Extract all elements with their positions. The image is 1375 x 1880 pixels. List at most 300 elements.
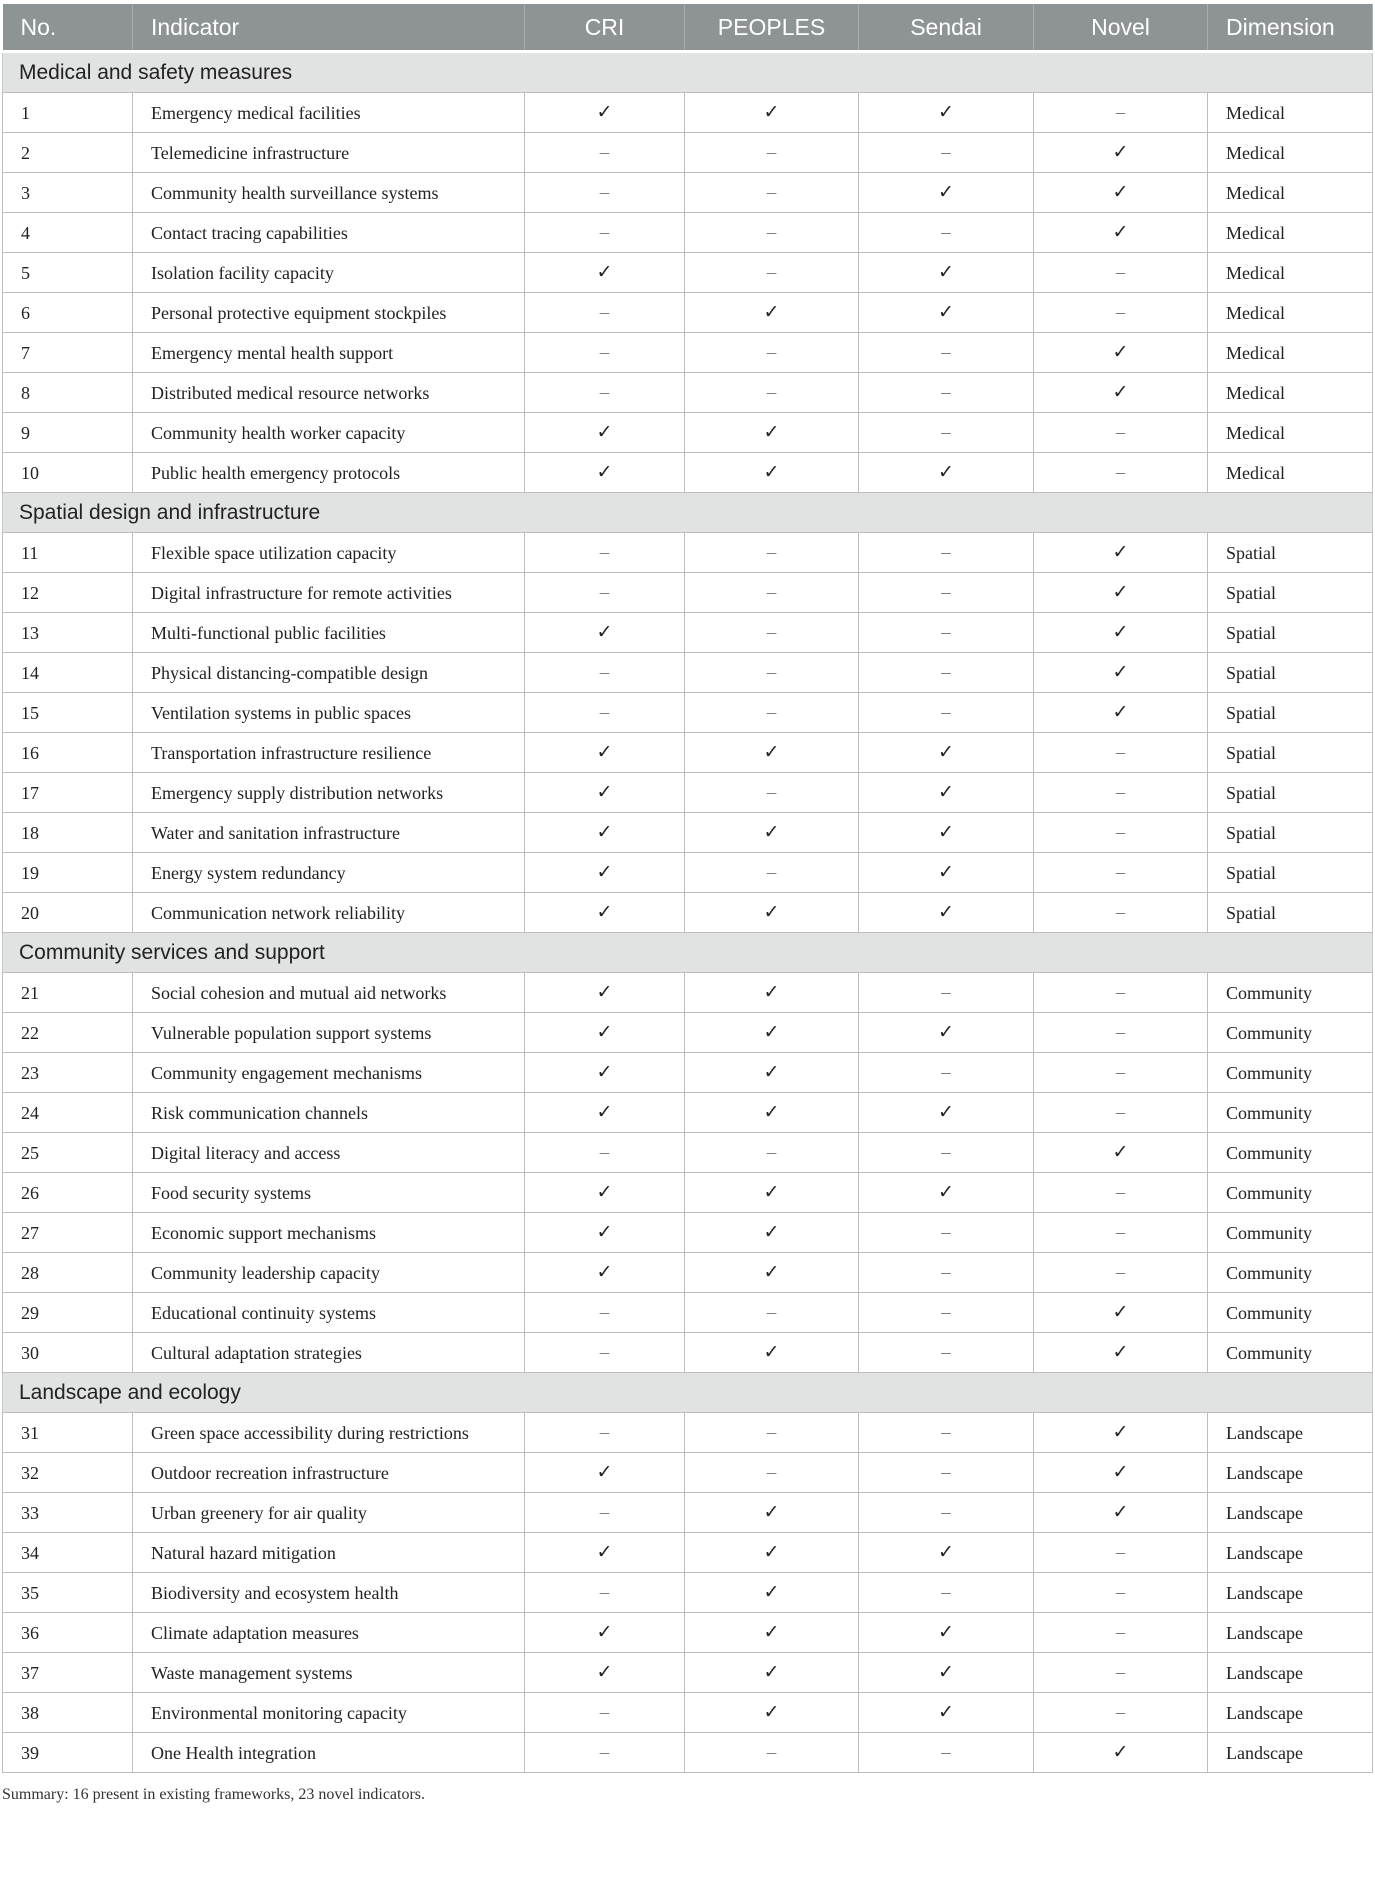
cell-novel: ✓ <box>1034 133 1208 173</box>
cell-no: 8 <box>3 373 133 413</box>
cell-cri: ✓ <box>525 1213 685 1253</box>
cell-dimension: Spatial <box>1208 533 1373 573</box>
table-row <box>3 1493 1373 1533</box>
cell-cri: ✓ <box>525 773 685 813</box>
cell-dimension: Community <box>1208 1253 1373 1293</box>
header-cri: CRI <box>525 4 685 52</box>
cell-no: 23 <box>3 1053 133 1093</box>
cell-sendai: – <box>859 1733 1034 1773</box>
cell-no: 12 <box>3 573 133 613</box>
cell-cri: ✓ <box>525 1253 685 1293</box>
cell-indicator: Cultural adaptation strategies <box>133 1333 525 1373</box>
cell-indicator: Community health surveillance systems <box>133 173 525 213</box>
cell-no: 2 <box>3 133 133 173</box>
cell-novel: ✓ <box>1034 1453 1208 1493</box>
cell-dimension: Medical <box>1208 213 1373 253</box>
cell-cri: – <box>525 1413 685 1453</box>
cell-no: 20 <box>3 893 133 933</box>
cell-cri: – <box>525 1333 685 1373</box>
cell-sendai: – <box>859 373 1034 413</box>
cell-cri: ✓ <box>525 1093 685 1133</box>
cell-sendai: – <box>859 1253 1034 1293</box>
cell-novel: – <box>1034 1013 1208 1053</box>
cell-novel: ✓ <box>1034 693 1208 733</box>
cell-indicator: Outdoor recreation infrastructure <box>133 1453 525 1493</box>
cell-indicator: Transportation infrastructure resilience <box>133 733 525 773</box>
cell-no: 33 <box>3 1493 133 1533</box>
header-no: No. <box>3 4 133 52</box>
cell-sendai: ✓ <box>859 1013 1034 1053</box>
cell-novel: ✓ <box>1034 573 1208 613</box>
cell-peoples: – <box>685 1453 859 1493</box>
cell-indicator: Telemedicine infrastructure <box>133 133 525 173</box>
cell-dimension: Landscape <box>1208 1733 1373 1773</box>
cell-peoples: – <box>685 1293 859 1333</box>
cell-sendai: ✓ <box>859 1533 1034 1573</box>
table-row <box>3 213 1373 253</box>
cell-peoples: – <box>685 1733 859 1773</box>
cell-novel: ✓ <box>1034 613 1208 653</box>
cell-peoples: – <box>685 1133 859 1173</box>
cell-peoples: – <box>685 533 859 573</box>
cell-indicator: Distributed medical resource networks <box>133 373 525 413</box>
cell-dimension: Spatial <box>1208 893 1373 933</box>
table-row <box>3 453 1373 493</box>
cell-indicator: Biodiversity and ecosystem health <box>133 1573 525 1613</box>
cell-novel: – <box>1034 1173 1208 1213</box>
table-row <box>3 1453 1373 1493</box>
cell-sendai: – <box>859 1573 1034 1613</box>
cell-sendai: – <box>859 1333 1034 1373</box>
table-row <box>3 1013 1373 1053</box>
table-row <box>3 1253 1373 1293</box>
cell-dimension: Medical <box>1208 253 1373 293</box>
cell-indicator: Multi-functional public facilities <box>133 613 525 653</box>
table-row <box>3 1173 1373 1213</box>
cell-sendai: – <box>859 1213 1034 1253</box>
cell-no: 27 <box>3 1213 133 1253</box>
cell-sendai: ✓ <box>859 853 1034 893</box>
cell-novel: – <box>1034 1693 1208 1733</box>
cell-cri: ✓ <box>525 733 685 773</box>
table-row <box>3 133 1373 173</box>
cell-cri: ✓ <box>525 1173 685 1213</box>
cell-dimension: Spatial <box>1208 573 1373 613</box>
header-indicator: Indicator <box>133 4 525 52</box>
table-row <box>3 613 1373 653</box>
cell-dimension: Landscape <box>1208 1613 1373 1653</box>
cell-dimension: Medical <box>1208 93 1373 133</box>
cell-cri: – <box>525 373 685 413</box>
cell-dimension: Medical <box>1208 133 1373 173</box>
cell-indicator: Energy system redundancy <box>133 853 525 893</box>
cell-cri: ✓ <box>525 853 685 893</box>
table-row <box>3 93 1373 133</box>
cell-peoples: ✓ <box>685 1093 859 1133</box>
cell-no: 13 <box>3 613 133 653</box>
cell-peoples: – <box>685 573 859 613</box>
cell-dimension: Landscape <box>1208 1413 1373 1453</box>
cell-peoples: ✓ <box>685 1613 859 1653</box>
cell-novel: ✓ <box>1034 1493 1208 1533</box>
cell-sendai: – <box>859 973 1034 1013</box>
cell-cri: ✓ <box>525 1533 685 1573</box>
cell-peoples: – <box>685 133 859 173</box>
cell-sendai: – <box>859 573 1034 613</box>
cell-indicator: Waste management systems <box>133 1653 525 1693</box>
cell-peoples: – <box>685 1413 859 1453</box>
cell-cri: ✓ <box>525 613 685 653</box>
cell-dimension: Spatial <box>1208 613 1373 653</box>
table-header-row <box>3 4 1373 52</box>
cell-no: 34 <box>3 1533 133 1573</box>
cell-dimension: Community <box>1208 1013 1373 1053</box>
cell-peoples: – <box>685 653 859 693</box>
table-row <box>3 333 1373 373</box>
cell-no: 36 <box>3 1613 133 1653</box>
cell-cri: – <box>525 1493 685 1533</box>
cell-no: 26 <box>3 1173 133 1213</box>
cell-no: 16 <box>3 733 133 773</box>
cell-dimension: Community <box>1208 1293 1373 1333</box>
cell-indicator: Climate adaptation measures <box>133 1613 525 1653</box>
table-row <box>3 893 1373 933</box>
cell-cri: ✓ <box>525 813 685 853</box>
cell-dimension: Landscape <box>1208 1693 1373 1733</box>
table-row <box>3 1053 1373 1093</box>
cell-no: 32 <box>3 1453 133 1493</box>
cell-no: 30 <box>3 1333 133 1373</box>
cell-sendai: ✓ <box>859 453 1034 493</box>
cell-cri: ✓ <box>525 1653 685 1693</box>
cell-dimension: Community <box>1208 1053 1373 1093</box>
table-row <box>3 1693 1373 1733</box>
cell-dimension: Medical <box>1208 453 1373 493</box>
cell-cri: ✓ <box>525 453 685 493</box>
cell-indicator: Isolation facility capacity <box>133 253 525 293</box>
cell-indicator: Educational continuity systems <box>133 1293 525 1333</box>
cell-indicator: Community health worker capacity <box>133 413 525 453</box>
cell-indicator: Community leadership capacity <box>133 1253 525 1293</box>
cell-dimension: Community <box>1208 973 1373 1013</box>
cell-dimension: Community <box>1208 1333 1373 1373</box>
cell-novel: – <box>1034 253 1208 293</box>
cell-novel: – <box>1034 1093 1208 1133</box>
cell-novel: ✓ <box>1034 533 1208 573</box>
section-header-row <box>3 493 1373 533</box>
cell-indicator: Environmental monitoring capacity <box>133 1693 525 1733</box>
cell-indicator: Flexible space utilization capacity <box>133 533 525 573</box>
cell-dimension: Landscape <box>1208 1453 1373 1493</box>
cell-dimension: Landscape <box>1208 1573 1373 1613</box>
cell-sendai: ✓ <box>859 1693 1034 1733</box>
cell-indicator: Personal protective equipment stockpiles <box>133 293 525 333</box>
cell-sendai: – <box>859 1053 1034 1093</box>
cell-sendai: ✓ <box>859 293 1034 333</box>
cell-novel: – <box>1034 453 1208 493</box>
cell-no: 4 <box>3 213 133 253</box>
cell-novel: – <box>1034 293 1208 333</box>
indicator-table <box>2 4 1373 1773</box>
cell-novel: – <box>1034 1213 1208 1253</box>
cell-sendai: ✓ <box>859 893 1034 933</box>
cell-no: 18 <box>3 813 133 853</box>
cell-novel: ✓ <box>1034 1733 1208 1773</box>
table-row <box>3 1293 1373 1333</box>
cell-cri: – <box>525 693 685 733</box>
cell-cri: ✓ <box>525 93 685 133</box>
cell-dimension: Landscape <box>1208 1533 1373 1573</box>
table-row <box>3 1093 1373 1133</box>
cell-cri: – <box>525 333 685 373</box>
cell-indicator: Vulnerable population support systems <box>133 1013 525 1053</box>
cell-dimension: Community <box>1208 1093 1373 1133</box>
cell-no: 15 <box>3 693 133 733</box>
cell-sendai: ✓ <box>859 1093 1034 1133</box>
cell-dimension: Medical <box>1208 173 1373 213</box>
cell-no: 31 <box>3 1413 133 1453</box>
cell-no: 19 <box>3 853 133 893</box>
table-row <box>3 253 1373 293</box>
cell-cri: – <box>525 1573 685 1613</box>
cell-sendai: ✓ <box>859 733 1034 773</box>
cell-novel: ✓ <box>1034 173 1208 213</box>
cell-dimension: Medical <box>1208 333 1373 373</box>
cell-peoples: ✓ <box>685 1573 859 1613</box>
cell-indicator: Natural hazard mitigation <box>133 1533 525 1573</box>
cell-novel: ✓ <box>1034 1133 1208 1173</box>
cell-indicator: One Health integration <box>133 1733 525 1773</box>
cell-sendai: – <box>859 1413 1034 1453</box>
cell-cri: – <box>525 653 685 693</box>
cell-indicator: Food security systems <box>133 1173 525 1213</box>
cell-cri: – <box>525 1733 685 1773</box>
cell-peoples: ✓ <box>685 1693 859 1733</box>
cell-novel: ✓ <box>1034 1293 1208 1333</box>
cell-indicator: Social cohesion and mutual aid networks <box>133 973 525 1013</box>
table-row <box>3 1533 1373 1573</box>
section-title: Spatial design and infrastructure <box>3 493 1373 533</box>
cell-cri: ✓ <box>525 893 685 933</box>
cell-cri: – <box>525 213 685 253</box>
cell-dimension: Spatial <box>1208 693 1373 733</box>
cell-sendai: – <box>859 693 1034 733</box>
cell-sendai: – <box>859 1493 1034 1533</box>
cell-sendai: ✓ <box>859 1173 1034 1213</box>
table-row <box>3 973 1373 1013</box>
cell-peoples: ✓ <box>685 293 859 333</box>
cell-peoples: ✓ <box>685 1653 859 1693</box>
cell-indicator: Risk communication channels <box>133 1093 525 1133</box>
cell-no: 28 <box>3 1253 133 1293</box>
cell-no: 25 <box>3 1133 133 1173</box>
cell-indicator: Contact tracing capabilities <box>133 213 525 253</box>
cell-sendai: – <box>859 613 1034 653</box>
table-row <box>3 1413 1373 1453</box>
cell-sendai: ✓ <box>859 813 1034 853</box>
cell-no: 38 <box>3 1693 133 1733</box>
cell-cri: ✓ <box>525 1453 685 1493</box>
cell-novel: – <box>1034 1573 1208 1613</box>
header-sendai: Sendai <box>859 4 1034 52</box>
section-header-row <box>3 933 1373 973</box>
cell-indicator: Urban greenery for air quality <box>133 1493 525 1533</box>
table-row <box>3 413 1373 453</box>
cell-dimension: Medical <box>1208 373 1373 413</box>
cell-novel: – <box>1034 1253 1208 1293</box>
cell-indicator: Communication network reliability <box>133 893 525 933</box>
cell-dimension: Spatial <box>1208 813 1373 853</box>
header-novel: Novel <box>1034 4 1208 52</box>
cell-indicator: Digital literacy and access <box>133 1133 525 1173</box>
cell-novel: ✓ <box>1034 333 1208 373</box>
cell-novel: – <box>1034 973 1208 1013</box>
cell-peoples: ✓ <box>685 1333 859 1373</box>
cell-dimension: Community <box>1208 1173 1373 1213</box>
cell-dimension: Spatial <box>1208 733 1373 773</box>
cell-cri: – <box>525 133 685 173</box>
cell-peoples: ✓ <box>685 893 859 933</box>
cell-no: 17 <box>3 773 133 813</box>
cell-indicator: Public health emergency protocols <box>133 453 525 493</box>
table-row <box>3 1613 1373 1653</box>
cell-no: 1 <box>3 93 133 133</box>
header-peoples: PEOPLES <box>685 4 859 52</box>
table-row <box>3 1573 1373 1613</box>
cell-peoples: – <box>685 773 859 813</box>
cell-cri: – <box>525 1693 685 1733</box>
cell-peoples: ✓ <box>685 733 859 773</box>
cell-no: 10 <box>3 453 133 493</box>
cell-indicator: Economic support mechanisms <box>133 1213 525 1253</box>
cell-novel: ✓ <box>1034 1333 1208 1373</box>
cell-cri: – <box>525 1293 685 1333</box>
cell-sendai: – <box>859 213 1034 253</box>
cell-novel: ✓ <box>1034 213 1208 253</box>
cell-peoples: – <box>685 613 859 653</box>
cell-indicator: Emergency mental health support <box>133 333 525 373</box>
cell-cri: – <box>525 1133 685 1173</box>
cell-no: 37 <box>3 1653 133 1693</box>
cell-no: 21 <box>3 973 133 1013</box>
cell-peoples: ✓ <box>685 1213 859 1253</box>
cell-no: 29 <box>3 1293 133 1333</box>
cell-peoples: ✓ <box>685 1013 859 1053</box>
header-dimension: Dimension <box>1208 4 1373 52</box>
cell-peoples: ✓ <box>685 413 859 453</box>
cell-novel: – <box>1034 1653 1208 1693</box>
cell-indicator: Emergency medical facilities <box>133 93 525 133</box>
section-title: Landscape and ecology <box>3 1373 1373 1413</box>
cell-peoples: ✓ <box>685 1053 859 1093</box>
cell-no: 24 <box>3 1093 133 1133</box>
cell-novel: ✓ <box>1034 373 1208 413</box>
cell-no: 35 <box>3 1573 133 1613</box>
cell-sendai: – <box>859 533 1034 573</box>
cell-peoples: ✓ <box>685 93 859 133</box>
cell-novel: – <box>1034 93 1208 133</box>
table-row <box>3 693 1373 733</box>
table-row <box>3 773 1373 813</box>
cell-no: 39 <box>3 1733 133 1773</box>
table-row <box>3 853 1373 893</box>
table-row <box>3 1133 1373 1173</box>
table-summary: Summary: 16 present in existing frameworks, 23 novel indicators. <box>2 1786 426 1803</box>
cell-indicator: Physical distancing-compatible design <box>133 653 525 693</box>
cell-peoples: – <box>685 373 859 413</box>
cell-dimension: Medical <box>1208 413 1373 453</box>
section-title: Medical and safety measures <box>3 52 1373 93</box>
cell-dimension: Landscape <box>1208 1653 1373 1693</box>
cell-sendai: ✓ <box>859 1613 1034 1653</box>
cell-dimension: Spatial <box>1208 853 1373 893</box>
cell-novel: ✓ <box>1034 1413 1208 1453</box>
cell-novel: – <box>1034 1533 1208 1573</box>
table-row <box>3 573 1373 613</box>
cell-no: 7 <box>3 333 133 373</box>
cell-dimension: Medical <box>1208 293 1373 333</box>
table-row <box>3 1333 1373 1373</box>
cell-novel: – <box>1034 1053 1208 1093</box>
cell-sendai: – <box>859 1133 1034 1173</box>
cell-no: 11 <box>3 533 133 573</box>
cell-sendai: ✓ <box>859 93 1034 133</box>
cell-novel: – <box>1034 773 1208 813</box>
cell-sendai: – <box>859 1453 1034 1493</box>
cell-cri: – <box>525 533 685 573</box>
cell-indicator: Green space accessibility during restrictions <box>133 1413 525 1453</box>
table-row <box>3 653 1373 693</box>
cell-peoples: – <box>685 173 859 213</box>
cell-peoples: – <box>685 693 859 733</box>
cell-cri: ✓ <box>525 973 685 1013</box>
cell-no: 22 <box>3 1013 133 1053</box>
section-title: Community services and support <box>3 933 1373 973</box>
cell-novel: – <box>1034 893 1208 933</box>
cell-cri: ✓ <box>525 413 685 453</box>
table-row <box>3 1653 1373 1693</box>
cell-no: 9 <box>3 413 133 453</box>
cell-cri: ✓ <box>525 1013 685 1053</box>
cell-novel: – <box>1034 1613 1208 1653</box>
cell-peoples: – <box>685 333 859 373</box>
cell-no: 5 <box>3 253 133 293</box>
cell-sendai: ✓ <box>859 773 1034 813</box>
section-header-row <box>3 1373 1373 1413</box>
cell-cri: ✓ <box>525 1053 685 1093</box>
cell-peoples: – <box>685 213 859 253</box>
cell-indicator: Water and sanitation infrastructure <box>133 813 525 853</box>
cell-no: 14 <box>3 653 133 693</box>
cell-dimension: Spatial <box>1208 653 1373 693</box>
cell-dimension: Landscape <box>1208 1493 1373 1533</box>
cell-indicator: Ventilation systems in public spaces <box>133 693 525 733</box>
cell-peoples: ✓ <box>685 1173 859 1213</box>
cell-peoples: – <box>685 253 859 293</box>
cell-sendai: – <box>859 413 1034 453</box>
table-row <box>3 733 1373 773</box>
cell-sendai: ✓ <box>859 1653 1034 1693</box>
cell-indicator: Digital infrastructure for remote activities <box>133 573 525 613</box>
cell-peoples: ✓ <box>685 1493 859 1533</box>
cell-peoples: ✓ <box>685 813 859 853</box>
cell-cri: – <box>525 573 685 613</box>
cell-novel: – <box>1034 413 1208 453</box>
table-row <box>3 1733 1373 1773</box>
table-row <box>3 1213 1373 1253</box>
cell-no: 3 <box>3 173 133 213</box>
cell-cri: – <box>525 173 685 213</box>
